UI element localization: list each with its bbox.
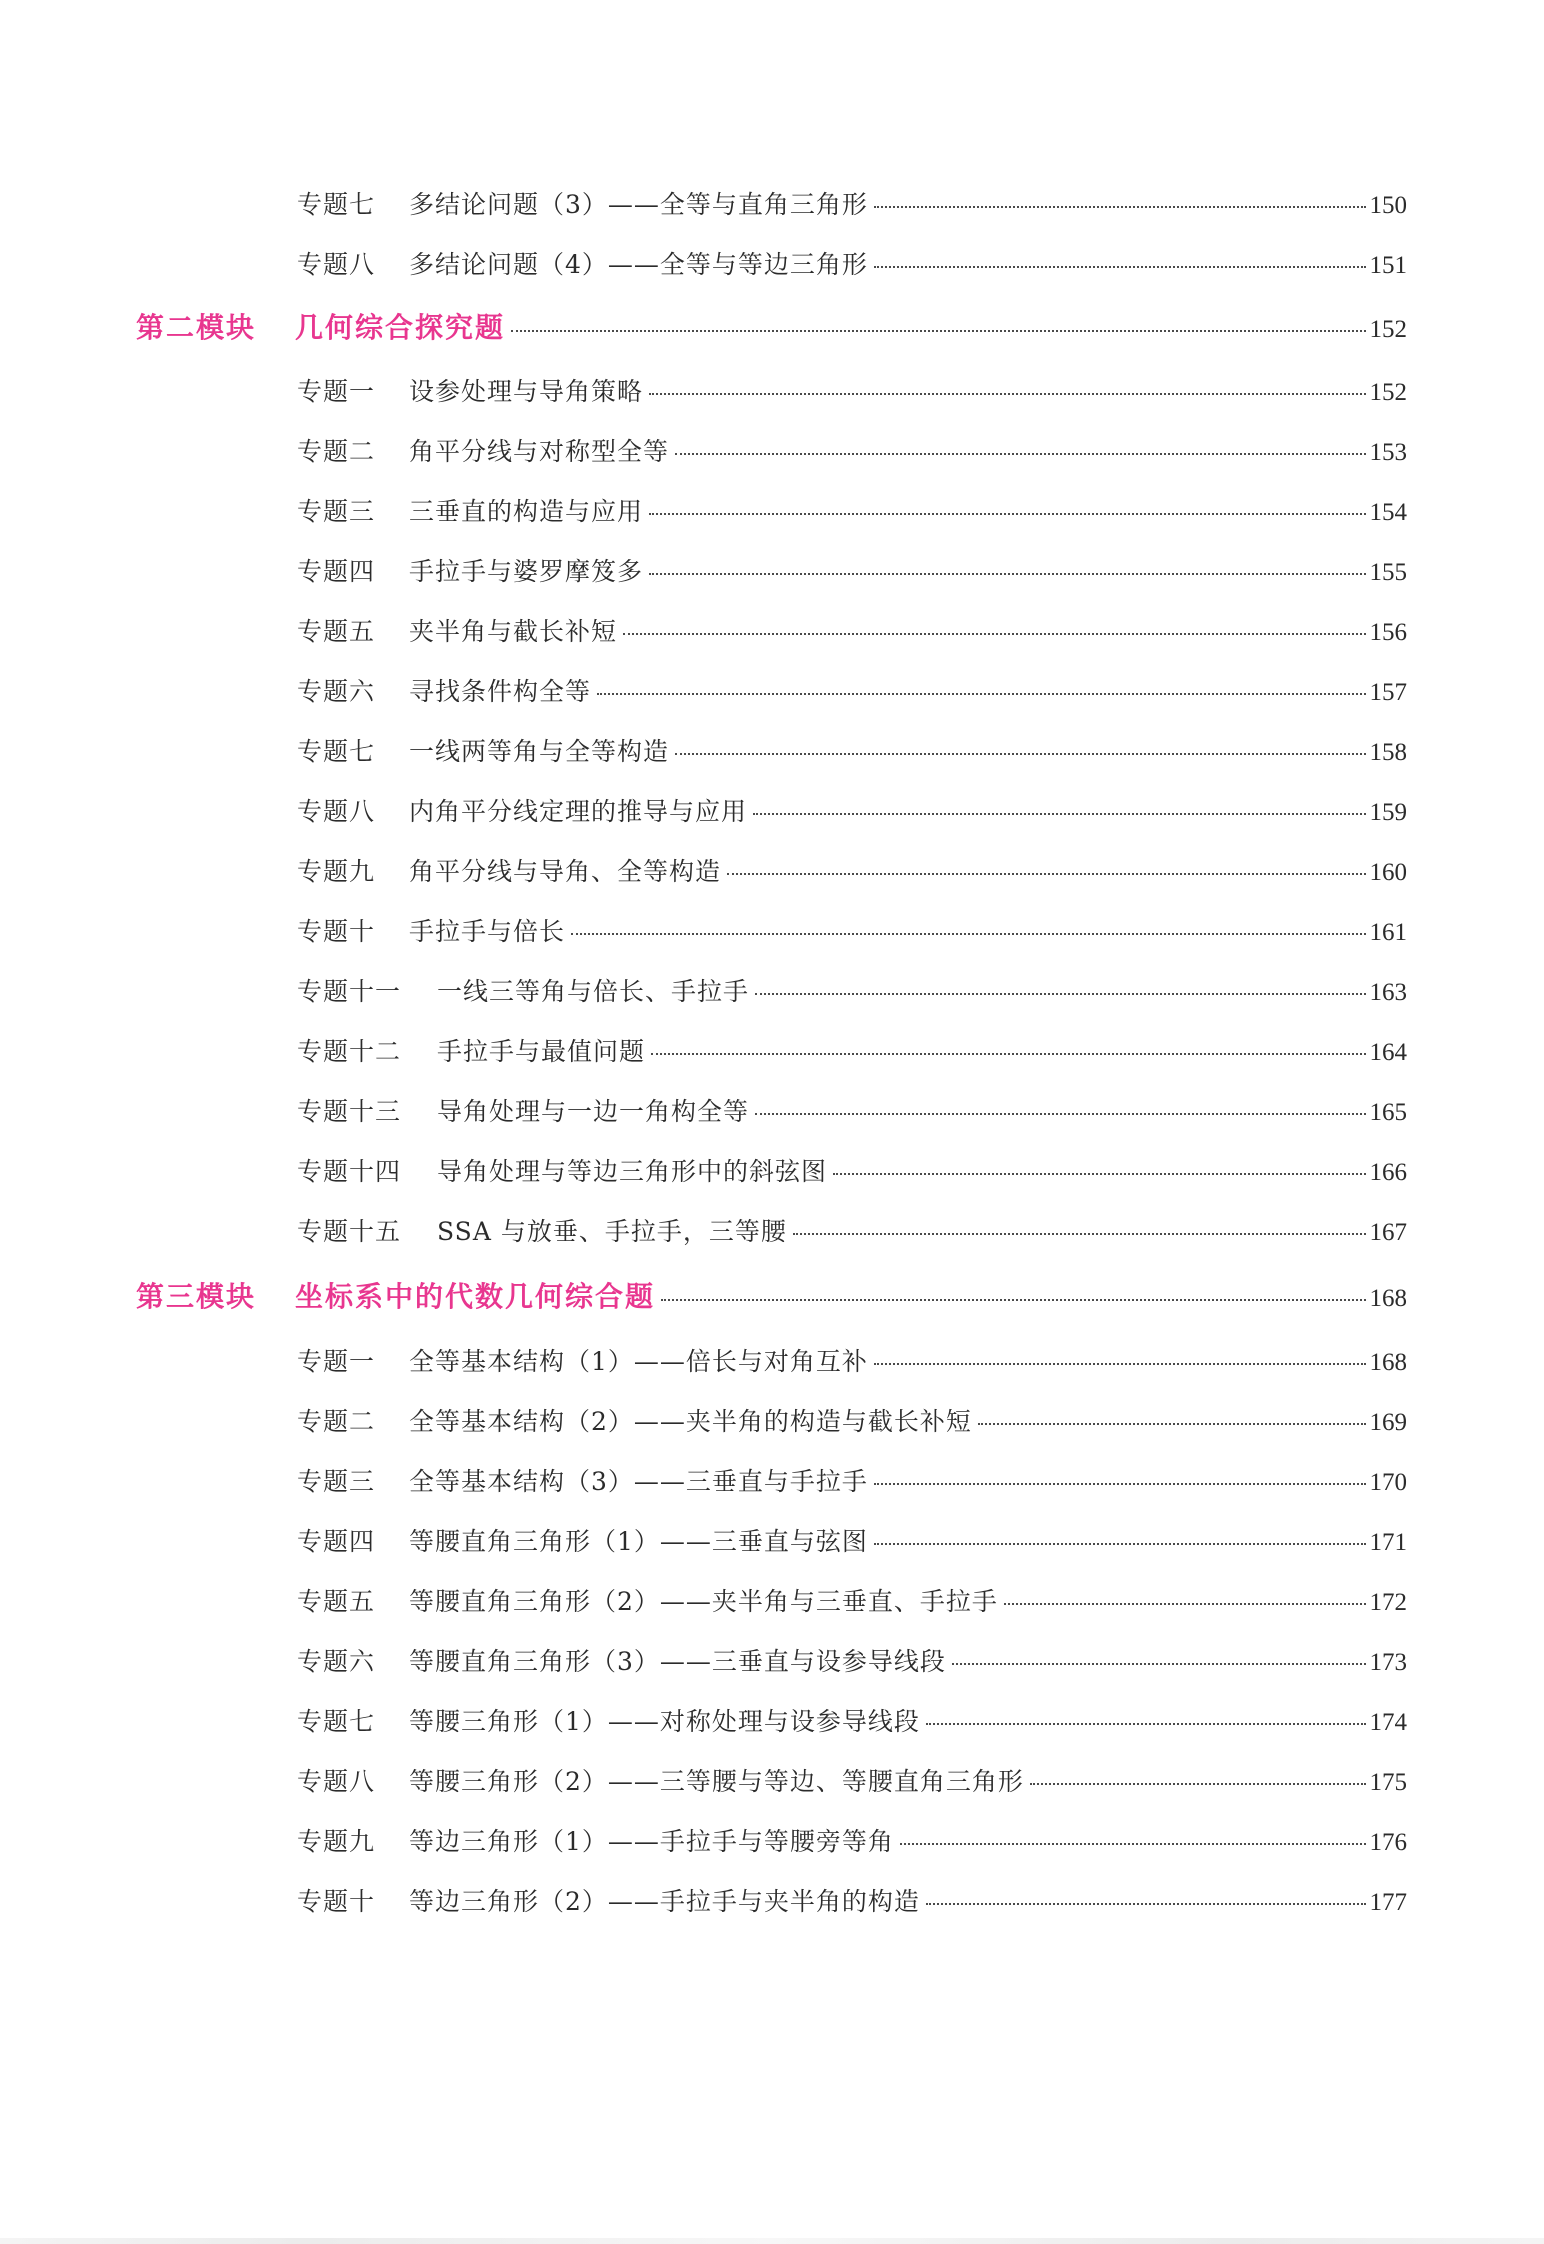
topic-title: 一线两等角与全等构造 xyxy=(409,737,670,766)
topic-number: 专题一 xyxy=(297,1347,376,1376)
topic-number: 专题二 xyxy=(297,437,376,466)
page-number: 175 xyxy=(1369,1769,1407,1796)
page-number: 163 xyxy=(1369,979,1407,1006)
page-number: 160 xyxy=(1369,859,1407,886)
toc-entry[interactable] xyxy=(297,612,1407,652)
toc-entry[interactable] xyxy=(297,1402,1407,1442)
toc-entry[interactable] xyxy=(297,1152,1407,1192)
topic-number: 专题七 xyxy=(297,737,376,766)
topic-number: 专题十五 xyxy=(297,1217,402,1246)
dot-leader xyxy=(833,1172,1365,1175)
page-number: 168 xyxy=(1369,1349,1407,1376)
dot-leader xyxy=(978,1422,1366,1425)
module-title: 坐标系中的代数几何综合题 xyxy=(295,1280,656,1313)
dot-leader xyxy=(755,1112,1365,1115)
topic-title: 角平分线与对称型全等 xyxy=(409,437,670,466)
topic-title: SSA 与放垂、手拉手，三等腰 xyxy=(437,1217,787,1246)
page-number: 168 xyxy=(1369,1285,1407,1312)
page-number: 167 xyxy=(1369,1219,1407,1246)
dot-leader xyxy=(623,632,1365,635)
toc-entry[interactable] xyxy=(297,1212,1407,1252)
topic-title: 全等基本结构（1）——倍长与对角互补 xyxy=(409,1347,868,1376)
topic-title: 全等基本结构（3）——三垂直与手拉手 xyxy=(409,1467,868,1496)
topic-number: 专题九 xyxy=(297,857,376,886)
topic-title: 等腰三角形（1）——对称处理与设参导线段 xyxy=(409,1707,920,1736)
page-number: 176 xyxy=(1369,1829,1407,1856)
topic-number: 专题六 xyxy=(297,1647,376,1676)
page-number: 169 xyxy=(1369,1409,1407,1436)
toc-entry[interactable] xyxy=(297,1882,1407,1922)
topic-number: 专题八 xyxy=(297,797,376,826)
topic-number: 专题二 xyxy=(297,1407,376,1436)
topic-title: 等边三角形（1）——手拉手与等腰旁等角 xyxy=(409,1827,894,1856)
page-number: 156 xyxy=(1369,619,1407,646)
module-heading[interactable] xyxy=(136,1275,1407,1319)
topic-number: 专题七 xyxy=(297,1707,376,1736)
toc-entry[interactable] xyxy=(297,1702,1407,1742)
topic-number: 专题八 xyxy=(297,1767,376,1796)
page-number: 165 xyxy=(1369,1099,1407,1126)
topic-number: 专题一 xyxy=(297,377,376,406)
page-number: 158 xyxy=(1369,739,1407,766)
dot-leader xyxy=(755,992,1365,995)
dot-leader xyxy=(511,329,1365,332)
page-number: 164 xyxy=(1369,1039,1407,1066)
page-number: 157 xyxy=(1369,679,1407,706)
dot-leader xyxy=(727,872,1365,875)
topic-title: 手拉手与倍长 xyxy=(409,917,566,946)
dot-leader xyxy=(649,392,1365,395)
topic-title: 夹半角与截长补短 xyxy=(409,617,618,646)
topic-number: 专题十四 xyxy=(297,1157,402,1186)
dot-leader xyxy=(649,572,1365,575)
page-number: 150 xyxy=(1369,192,1407,219)
toc-entry[interactable] xyxy=(297,1582,1407,1622)
topic-title: 等边三角形（2）——手拉手与夹半角的构造 xyxy=(409,1887,920,1916)
dot-leader xyxy=(661,1298,1365,1301)
toc-entry[interactable] xyxy=(297,1522,1407,1562)
page-number: 171 xyxy=(1369,1529,1407,1556)
topic-number: 专题八 xyxy=(297,250,376,279)
dot-leader xyxy=(1004,1602,1366,1605)
topic-title: 内角平分线定理的推导与应用 xyxy=(409,797,748,826)
page-number: 152 xyxy=(1369,316,1407,343)
topic-number: 专题五 xyxy=(297,1587,376,1616)
topic-number: 专题十 xyxy=(297,917,376,946)
toc-entry[interactable] xyxy=(297,1342,1407,1382)
topic-number: 专题四 xyxy=(297,557,376,586)
topic-number: 专题四 xyxy=(297,1527,376,1556)
topic-title: 等腰直角三角形（2）——夹半角与三垂直、手拉手 xyxy=(409,1587,998,1616)
toc-entry[interactable] xyxy=(297,1642,1407,1682)
topic-title: 三垂直的构造与应用 xyxy=(409,497,644,526)
page-number: 154 xyxy=(1369,499,1407,526)
toc-entry[interactable] xyxy=(297,1032,1407,1072)
page-number: 173 xyxy=(1369,1649,1407,1676)
module-heading[interactable] xyxy=(136,306,1407,350)
module-number: 第二模块 xyxy=(136,311,257,344)
topic-title: 手拉手与最值问题 xyxy=(437,1037,646,1066)
topic-number: 专题三 xyxy=(297,1467,376,1496)
toc-entry[interactable] xyxy=(297,185,1407,225)
page-number: 152 xyxy=(1369,379,1407,406)
toc-entry[interactable] xyxy=(297,732,1407,772)
dot-leader xyxy=(793,1232,1366,1235)
toc-entry[interactable] xyxy=(297,1092,1407,1132)
toc-entry[interactable] xyxy=(297,672,1407,712)
dot-leader xyxy=(675,452,1365,455)
topic-number: 专题六 xyxy=(297,677,376,706)
topic-title: 一线三等角与倍长、手拉手 xyxy=(437,977,750,1006)
topic-number: 专题九 xyxy=(297,1827,376,1856)
topic-title: 等腰三角形（2）——三等腰与等边、等腰直角三角形 xyxy=(409,1767,1024,1796)
topic-number: 专题十二 xyxy=(297,1037,402,1066)
dot-leader xyxy=(874,1482,1366,1485)
page-number: 174 xyxy=(1369,1709,1407,1736)
topic-title: 设参处理与导角策略 xyxy=(409,377,644,406)
toc-entry[interactable] xyxy=(297,492,1407,532)
topic-title: 导角处理与一边一角构全等 xyxy=(437,1097,750,1126)
page-number: 177 xyxy=(1369,1889,1407,1916)
toc-entry[interactable] xyxy=(297,245,1407,285)
page-number: 155 xyxy=(1369,559,1407,586)
dot-leader xyxy=(874,205,1366,208)
topic-number: 专题五 xyxy=(297,617,376,646)
toc-entry[interactable] xyxy=(297,972,1407,1012)
page-number: 166 xyxy=(1369,1159,1407,1186)
topic-number: 专题十一 xyxy=(297,977,402,1006)
module-title: 几何综合探究题 xyxy=(295,311,506,344)
topic-number: 专题三 xyxy=(297,497,376,526)
toc-entry[interactable] xyxy=(297,372,1407,412)
page-number: 153 xyxy=(1369,439,1407,466)
topic-title: 导角处理与等边三角形中的斜弦图 xyxy=(437,1157,828,1186)
dot-leader xyxy=(753,812,1365,815)
dot-leader xyxy=(926,1902,1366,1905)
toc-entry[interactable] xyxy=(297,1822,1407,1862)
page-number: 161 xyxy=(1369,919,1407,946)
topic-title: 角平分线与导角、全等构造 xyxy=(409,857,722,886)
toc-entry[interactable] xyxy=(297,912,1407,952)
dot-leader xyxy=(651,1052,1365,1055)
dot-leader xyxy=(874,265,1366,268)
topic-title: 寻找条件构全等 xyxy=(409,677,592,706)
dot-leader xyxy=(926,1722,1366,1725)
dot-leader xyxy=(1030,1782,1366,1785)
dot-leader xyxy=(597,692,1365,695)
topic-title: 等腰直角三角形（3）——三垂直与设参导线段 xyxy=(409,1647,946,1676)
topic-number: 专题七 xyxy=(297,190,376,219)
dot-leader xyxy=(675,752,1365,755)
page-number: 172 xyxy=(1369,1589,1407,1616)
topic-number: 专题十 xyxy=(297,1887,376,1916)
dot-leader xyxy=(900,1842,1366,1845)
toc-entry[interactable] xyxy=(297,552,1407,592)
page-number: 159 xyxy=(1369,799,1407,826)
toc-entry[interactable] xyxy=(297,1762,1407,1802)
topic-title: 多结论问题（4）——全等与等边三角形 xyxy=(409,250,868,279)
page-number: 170 xyxy=(1369,1469,1407,1496)
dot-leader xyxy=(649,512,1365,515)
toc-entry[interactable] xyxy=(297,1462,1407,1502)
topic-title: 全等基本结构（2）——夹半角的构造与截长补短 xyxy=(409,1407,972,1436)
topic-title: 等腰直角三角形（1）——三垂直与弦图 xyxy=(409,1527,868,1556)
toc-entry[interactable] xyxy=(297,852,1407,892)
dot-leader xyxy=(874,1362,1366,1365)
topic-title: 多结论问题（3）——全等与直角三角形 xyxy=(409,190,868,219)
page-number: 151 xyxy=(1369,252,1407,279)
dot-leader xyxy=(571,932,1365,935)
dot-leader xyxy=(952,1662,1366,1665)
dot-leader xyxy=(874,1542,1366,1545)
toc-entry[interactable] xyxy=(297,432,1407,472)
module-number: 第三模块 xyxy=(136,1280,257,1313)
page-bottom-edge xyxy=(0,2238,1544,2244)
topic-title: 手拉手与婆罗摩笈多 xyxy=(409,557,644,586)
topic-number: 专题十三 xyxy=(297,1097,402,1126)
toc-entry[interactable] xyxy=(297,792,1407,832)
